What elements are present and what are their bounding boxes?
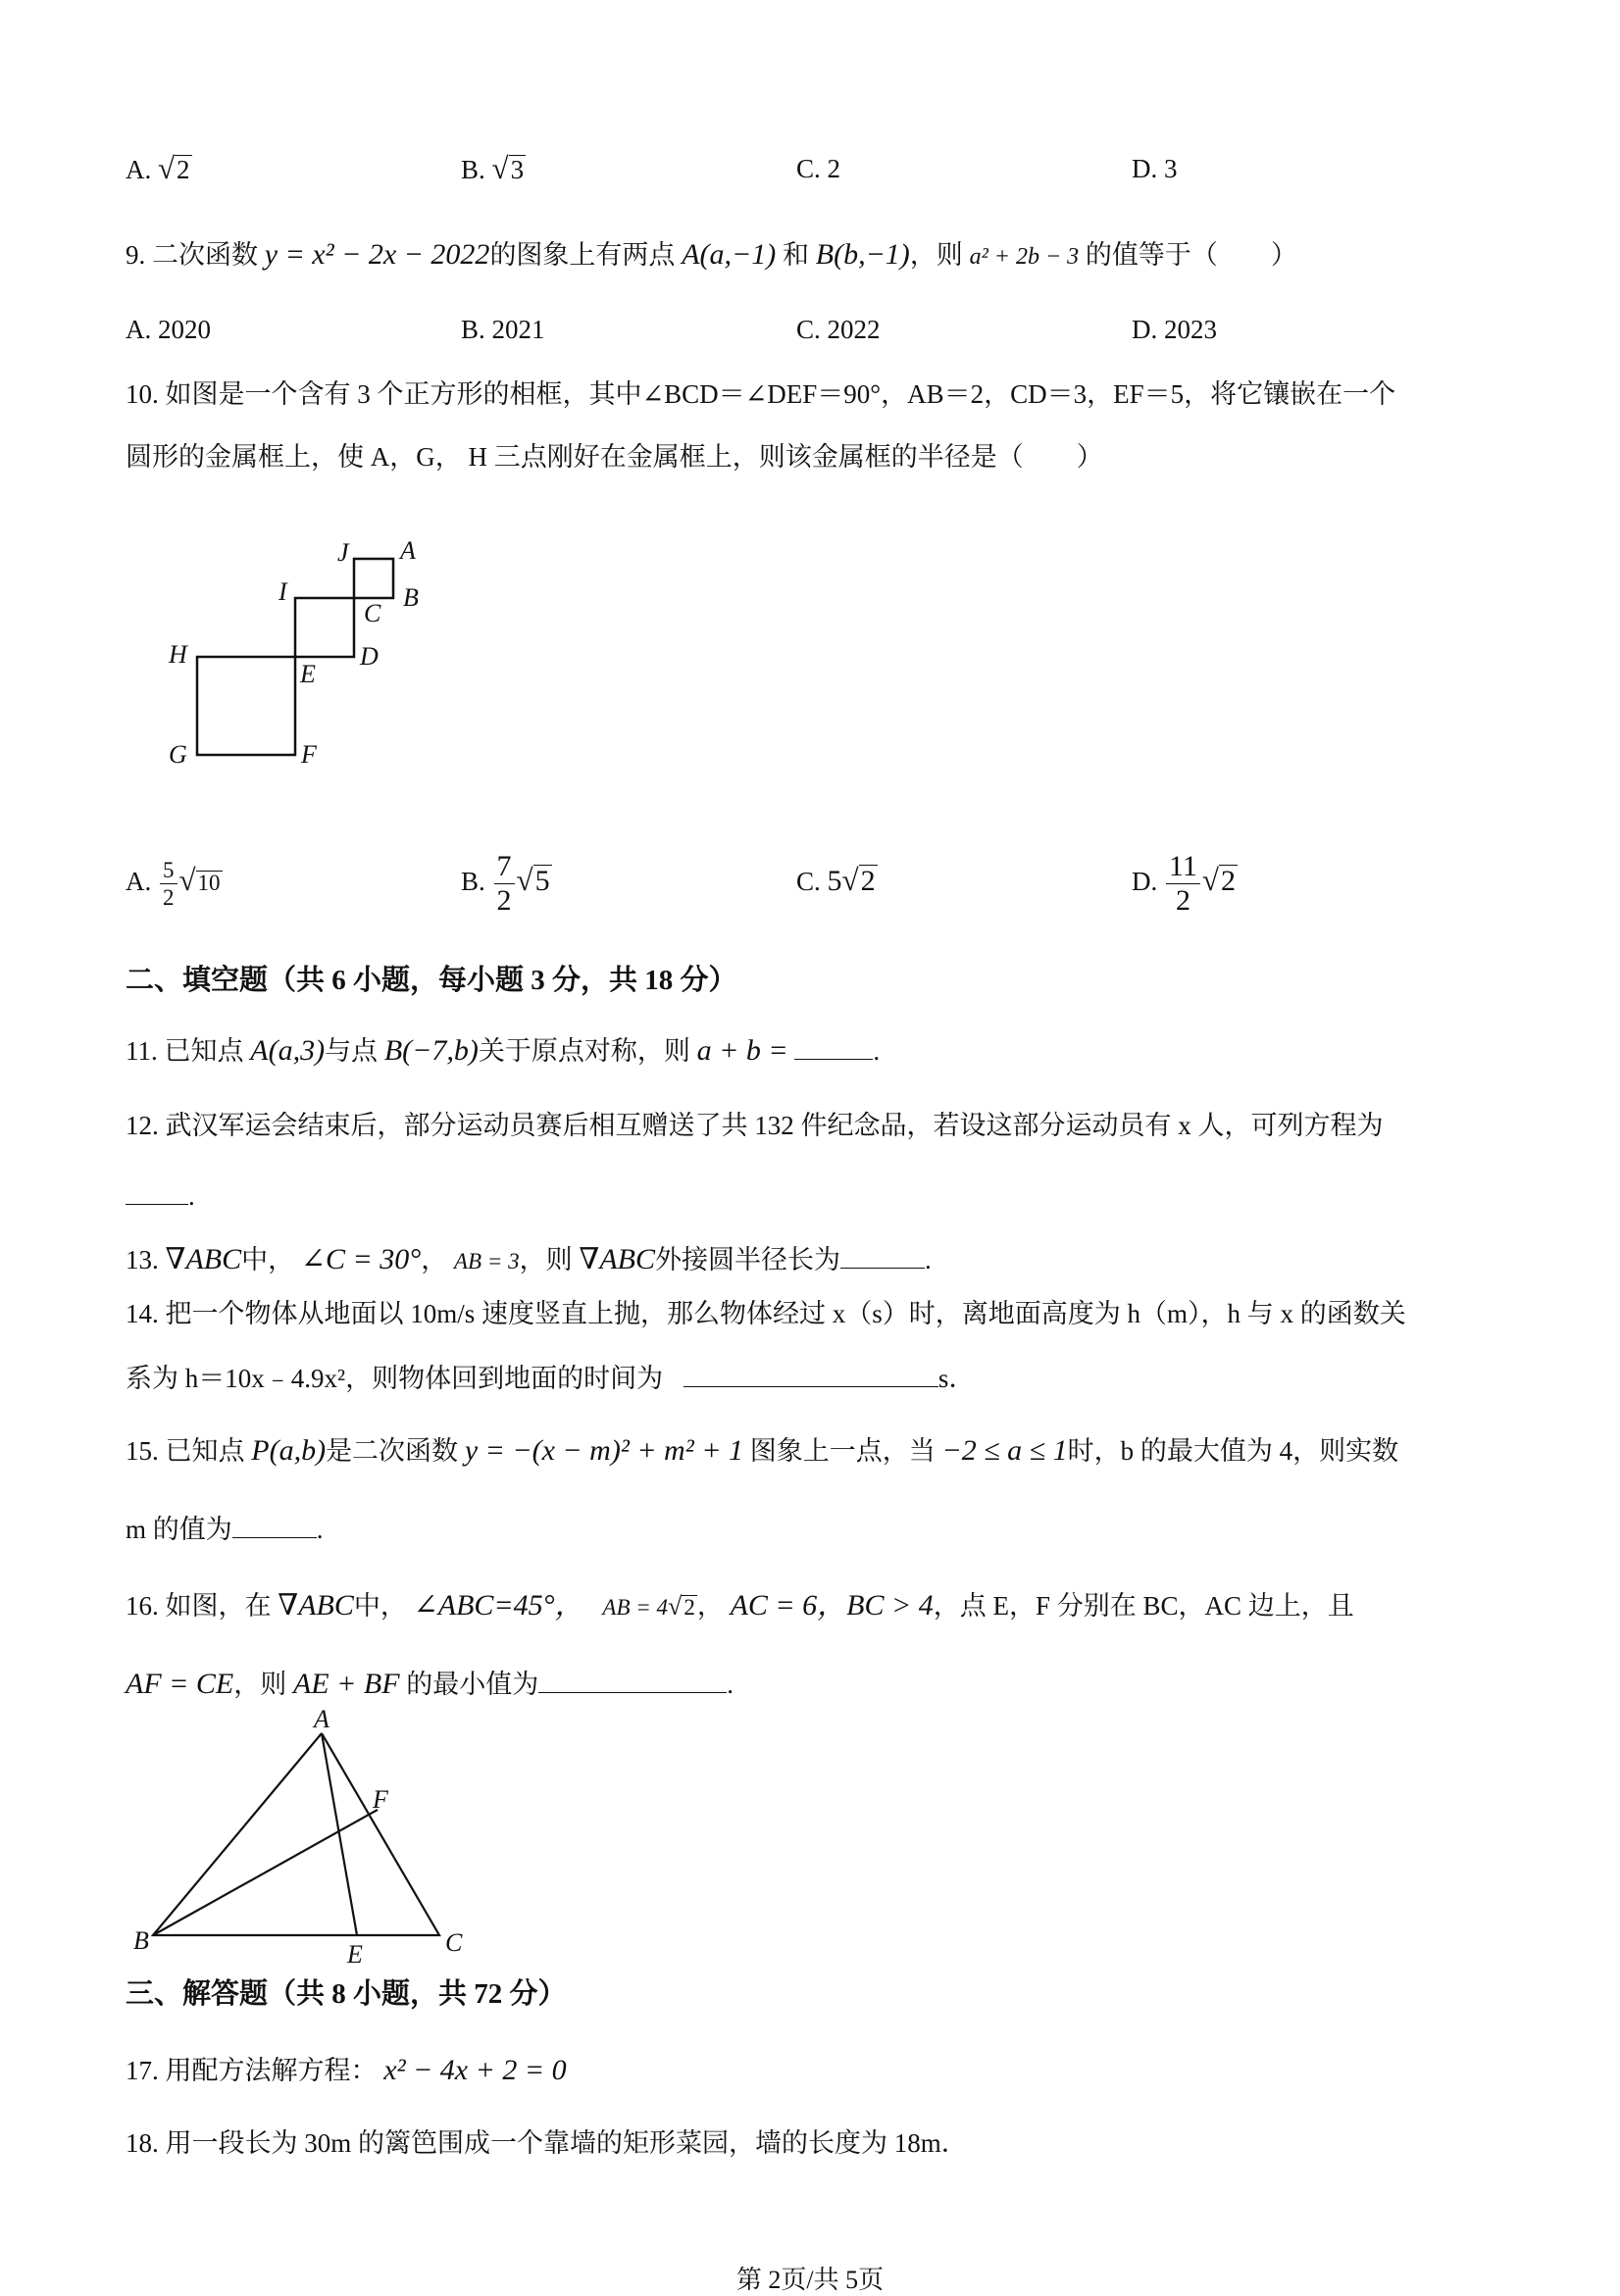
q16-then: ，则	[233, 1670, 287, 1699]
q12-line-1: 12. 武汉军运会结束后，部分运动员赛后相互赠送了共 132 件纪念品，若设这部分运动员有 x 人，可列方程为	[126, 1111, 1384, 1140]
section-2-heading: 二、填空题（共 6 小题，每小题 3 分，共 18 分）	[126, 965, 737, 996]
q16-triangle: ∇ABC	[278, 1589, 354, 1622]
q9-suffix: 的值等于（ ）	[1085, 240, 1297, 270]
label-E: E	[347, 1940, 363, 1969]
q11-suffix: 关于原点对称，则	[478, 1036, 690, 1066]
q16-end: .	[727, 1670, 734, 1699]
q16-expression: AE + BF	[292, 1668, 400, 1700]
q9-function: y = x² − 2x − 2022	[264, 238, 490, 271]
q10-option-b-fraction	[494, 852, 515, 916]
q10-line-2: 圆形的金属框上，使 A，G， H 三点刚好在金属框上，则该金属框的半径是（ ）	[126, 442, 1103, 472]
question-18: 18. 用一段长为 30m 的篱笆围成一个靠墙的矩形菜园，墙的长度为 18m．	[126, 2128, 968, 2158]
q11-prefix: 11. 已知点	[126, 1036, 244, 1066]
q13-separator: ，	[421, 1245, 448, 1274]
q16-conditions: AC = 6，BC > 4	[730, 1589, 934, 1622]
q11-answer-blank[interactable]	[794, 1033, 873, 1060]
q16-zhong: 中，	[353, 1591, 407, 1621]
q9-option-c: C. 2022	[796, 315, 881, 344]
question-16	[126, 1586, 1354, 1627]
label-J: J	[337, 538, 349, 567]
q16-condition-af-ce: AF = CE	[126, 1668, 234, 1700]
q9-option-a: A. 2020	[126, 315, 211, 344]
q9-option-b: B. 2021	[461, 315, 545, 344]
question-17	[126, 2051, 567, 2090]
q9-mid: 的图象上有两点	[489, 240, 676, 270]
sqrt-sign: √	[491, 151, 509, 185]
q16-answer-blank[interactable]	[538, 1667, 727, 1693]
label-I: I	[278, 577, 287, 606]
sqrt-sign: √	[1201, 863, 1219, 897]
sqrt-sign: √	[516, 863, 533, 897]
fraction-denominator: 2	[496, 884, 512, 918]
q13-zhong: 中，	[241, 1245, 295, 1274]
q8-option-b-radicand: 3	[510, 155, 525, 184]
q10-option-b	[461, 851, 552, 916]
q13-end: .	[924, 1245, 932, 1274]
q16-ab-radicand: 2	[683, 1595, 695, 1620]
q13-triangle-2: ∇ABC	[579, 1243, 655, 1275]
question-11	[126, 1031, 880, 1071]
section-3-heading: 三、解答题（共 8 小题，共 72 分）	[126, 1978, 567, 2010]
q12-answer-blank[interactable]	[126, 1178, 188, 1205]
q10-option-a-radicand: 10	[197, 871, 221, 895]
q17-prefix: 17. 用配方法解方程：	[126, 2056, 378, 2085]
q16-suffix-2: 的最小值为	[406, 1670, 539, 1699]
sqrt-sign: √	[668, 1592, 683, 1621]
q10-line-1: 10. 如图是一个含有 3 个正方形的相框，其中∠BCD＝∠DEF＝90°，AB＝2，CD＝3，EF＝5，将它镶嵌在一个	[126, 379, 1396, 409]
question-9	[126, 235, 1297, 276]
q10-option-d-fraction	[1166, 852, 1200, 916]
q16-line-2	[126, 1665, 734, 1704]
q10-option-d-label: D.	[1132, 867, 1158, 896]
q15-point: P(a,b)	[251, 1434, 327, 1467]
q9-point-b: B(b,−1)	[815, 238, 910, 271]
label-F: F	[301, 740, 317, 769]
q15-mid-2: 图象上一点，当	[749, 1436, 936, 1466]
q10-option-b-radicand: 5	[534, 865, 550, 897]
q13-answer-blank[interactable]	[840, 1242, 925, 1269]
q8-option-c: C. 2	[796, 154, 841, 183]
q15-line-2-text: m 的值为	[126, 1515, 232, 1544]
q15-end: .	[316, 1515, 324, 1544]
fraction-denominator: 2	[163, 885, 175, 911]
q16-prefix: 16. 如图，在	[126, 1591, 272, 1621]
q11-mid: 与点	[325, 1036, 379, 1066]
q16-side-ab: AB = 4	[602, 1595, 669, 1620]
q10-option-c	[796, 851, 878, 911]
q8-option-a	[126, 149, 192, 189]
q14-line-1: 14. 把一个物体从地面以 10m/s 速度竖直上抛，那么物体经过 x（s）时，离地面高度为 h（m），h 与 x 的函数关	[126, 1299, 1406, 1328]
q15-suffix: 时，b 的最大值为 4，则实数	[1067, 1436, 1399, 1466]
triangle-abc	[153, 1733, 439, 1935]
medium-square	[295, 598, 354, 657]
q8-option-a-label: A.	[126, 155, 152, 184]
q11-expression: a + b =	[696, 1034, 788, 1067]
q12-end: .	[188, 1181, 195, 1211]
q10-option-a-label: A.	[126, 867, 152, 896]
label-G: G	[169, 740, 187, 769]
q15-answer-blank[interactable]	[232, 1512, 317, 1538]
fraction-numerator: 5	[160, 859, 177, 884]
label-D: D	[360, 642, 379, 671]
q15-mid: 是二次函数	[326, 1436, 459, 1466]
q8-option-a-radicand: 2	[177, 155, 190, 184]
sqrt-sign: √	[158, 151, 176, 185]
q8-option-d: D. 3	[1132, 154, 1178, 183]
three-squares-figure	[147, 529, 461, 784]
q9-expression: a² + 2b − 3	[969, 244, 1080, 270]
question-13	[126, 1240, 932, 1281]
q9-point-a: A(a,−1)	[682, 238, 777, 271]
q12-line-2	[126, 1176, 195, 1216]
question-15	[126, 1431, 1398, 1471]
q10-option-a-fraction	[160, 859, 177, 909]
sqrt-sign: √	[841, 863, 859, 897]
q11-point-b: B(−7,b)	[383, 1034, 479, 1067]
q15-range: −2 ≤ a ≤ 1	[941, 1434, 1068, 1467]
q14-text: 系为 h＝10x﹣4.9x²，则物体回到地面的时间为	[126, 1364, 664, 1393]
q13-then: ，则	[519, 1245, 573, 1274]
label-B: B	[133, 1926, 149, 1955]
q13-triangle: ∇ABC	[165, 1243, 242, 1275]
q10-option-c-label: C.	[796, 867, 821, 896]
q16-suffix: ，点 E，F 分别在 BC，AC 边上，且	[933, 1591, 1354, 1621]
q9-and: 和	[783, 240, 809, 270]
q10-option-b-label: B.	[461, 867, 485, 896]
q8-option-b	[461, 149, 526, 189]
q14-unit: s．	[937, 1364, 976, 1393]
q10-option-a	[126, 851, 223, 911]
label-H: H	[169, 640, 187, 669]
fraction-numerator: 11	[1166, 852, 1200, 884]
page-footer: 第 2页/共 5页	[735, 2266, 885, 2294]
q13-angle: ∠C = 30°	[300, 1243, 422, 1275]
q16-separator: ，	[696, 1591, 724, 1621]
label-C: C	[364, 599, 381, 627]
small-square	[354, 559, 393, 598]
label-C: C	[445, 1928, 463, 1957]
sqrt-sign: √	[178, 863, 196, 897]
q17-equation: x² − 4x + 2 = 0	[383, 2054, 567, 2086]
fraction-numerator: 7	[494, 852, 515, 884]
label-A: A	[314, 1705, 329, 1733]
large-square	[197, 657, 295, 755]
label-B: B	[403, 583, 419, 612]
q10-option-d-radicand: 2	[1220, 865, 1236, 897]
q9-option-d: D. 2023	[1132, 315, 1217, 344]
q16-angle: ∠ABC=45°，	[413, 1589, 584, 1622]
q9-then: ，则	[909, 240, 963, 270]
q8-option-b-label: B.	[461, 155, 485, 184]
q11-end: .	[873, 1036, 881, 1066]
segment-bf	[153, 1810, 378, 1935]
q9-prefix: 9. 二次函数	[126, 240, 258, 270]
fraction-denominator: 2	[1175, 884, 1190, 918]
q15-line-2	[126, 1510, 324, 1549]
q13-prefix: 13.	[126, 1245, 159, 1274]
q14-line-2	[126, 1359, 975, 1398]
label-A: A	[400, 536, 416, 565]
q10-option-c-radicand: 2	[860, 865, 876, 897]
q15-prefix: 15. 已知点	[126, 1436, 245, 1466]
q14-answer-blank[interactable]	[683, 1361, 938, 1387]
q10-option-c-coefficient: 5	[827, 865, 842, 897]
q13-suffix: 外接圆半径长为	[654, 1245, 840, 1274]
q10-option-d	[1132, 851, 1238, 916]
triangle-figure	[118, 1704, 490, 1971]
q11-point-a: A(a,3)	[250, 1034, 326, 1067]
q13-side-ab: AB = 3	[454, 1249, 520, 1273]
label-E: E	[300, 660, 316, 688]
q15-function: y = −(x − m)² + m² + 1	[464, 1434, 743, 1467]
label-F: F	[373, 1785, 388, 1814]
